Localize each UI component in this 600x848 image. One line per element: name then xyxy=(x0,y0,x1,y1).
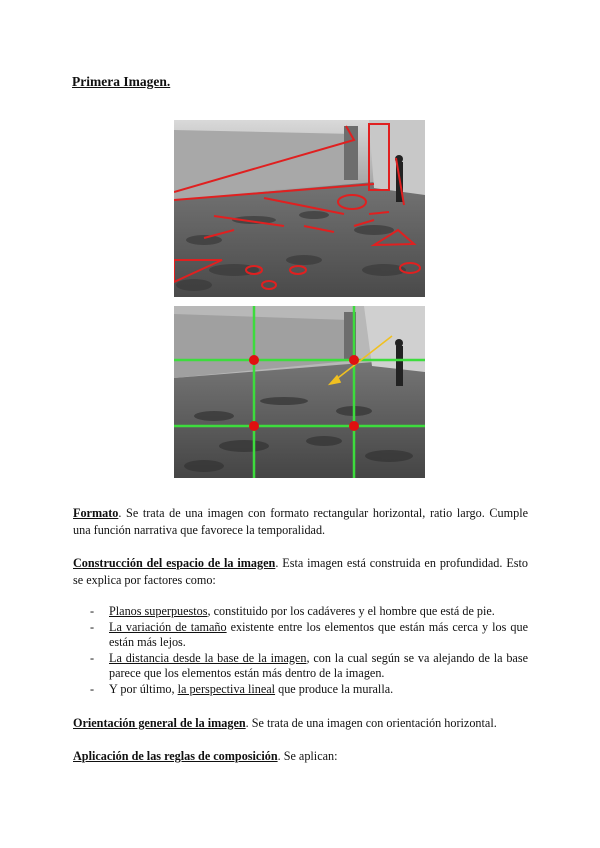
aplicacion-term: Aplicación de las reglas de composición xyxy=(73,749,278,763)
list-item xyxy=(90,620,528,651)
orientacion-text: . Se trata de una imagen con orientación horizontal. xyxy=(245,716,497,730)
formato-term: Formato xyxy=(73,506,119,520)
list-dash: - xyxy=(90,619,95,634)
factor-lead: La distancia desde la base de la imagen xyxy=(109,650,307,665)
annotated-photo-graphic xyxy=(174,120,425,297)
aplicacion-paragraph xyxy=(73,748,528,765)
factor-list xyxy=(90,604,528,697)
list-item xyxy=(90,604,528,620)
list-item xyxy=(90,682,528,698)
orientacion-term: Orientación general de la imagen xyxy=(73,716,246,730)
factor-pre: Y por último, xyxy=(109,681,178,696)
rule-of-thirds-photo xyxy=(174,306,425,478)
formato-paragraph xyxy=(73,505,528,538)
list-dash: - xyxy=(90,650,95,665)
orientacion-paragraph xyxy=(73,715,528,732)
list-dash: - xyxy=(90,604,95,618)
construccion-text: . Esta imagen está construida en profundidad. Esto se explica por factores como: xyxy=(73,556,529,587)
formato-text: . Se trata de una imagen con formato rectangular horizontal, ratio largo. Cumple una función narrativa que favorece la temporalidad. xyxy=(73,506,528,537)
list-item xyxy=(90,651,528,682)
factor-lead: la perspectiva lineal xyxy=(177,681,276,696)
construccion-term: Construcción del espacio de la imagen xyxy=(73,556,276,570)
construccion-paragraph xyxy=(73,555,528,588)
list-dash: - xyxy=(90,681,95,696)
factor-rest: existente entre los elementos que están más cerca y los que están más lejos. xyxy=(109,619,528,649)
factor-lead: Planos superpuestos xyxy=(109,604,208,618)
factor-rest: , con la cual según se va alejando de la base parece que los elementos están más dentro de la imagen. xyxy=(109,650,528,680)
rule-of-thirds-graphic xyxy=(174,306,425,478)
page-title: Primera Imagen. xyxy=(72,74,171,89)
aplicacion-text: . Se aplican: xyxy=(277,749,338,763)
factor-lead: La variación de tamaño xyxy=(109,619,227,634)
factor-rest: que produce la muralla. xyxy=(275,681,394,696)
factor-rest: , constituido por los cadáveres y el hombre que está de pie. xyxy=(207,604,495,618)
annotated-photo xyxy=(174,120,425,297)
